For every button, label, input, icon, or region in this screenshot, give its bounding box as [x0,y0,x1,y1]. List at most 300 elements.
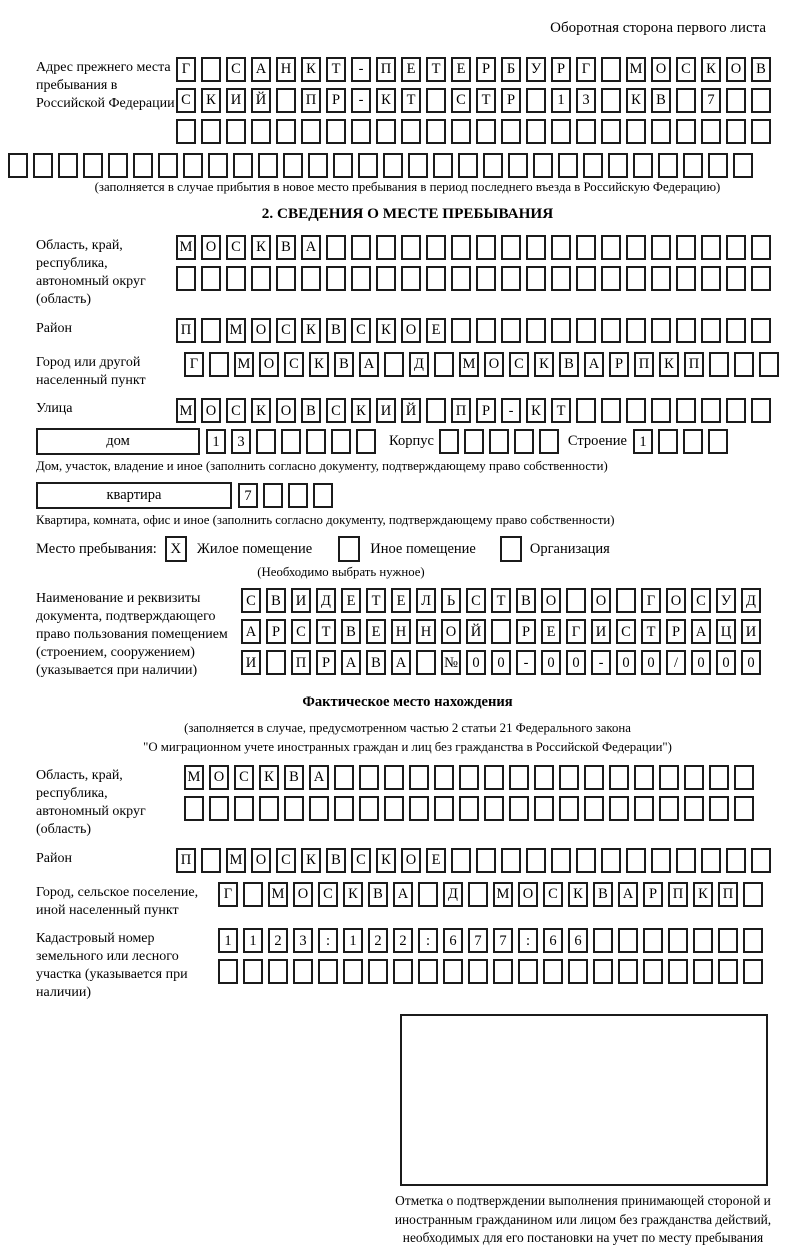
char-cell[interactable] [734,352,754,377]
char-cell[interactable] [593,959,613,984]
char-cell[interactable]: Т [641,619,661,644]
char-cell[interactable]: М [626,57,646,82]
char-cell[interactable]: 0 [491,650,511,675]
char-cell[interactable] [8,153,28,178]
char-cell[interactable]: 2 [393,928,413,953]
char-cell[interactable]: С [543,882,563,907]
char-cell[interactable] [651,848,671,873]
char-cell[interactable]: К [301,848,321,873]
char-cell[interactable] [451,848,471,873]
char-cell[interactable] [158,153,178,178]
char-cell[interactable]: О [201,398,221,423]
char-cell[interactable]: О [726,57,746,82]
char-cell[interactable] [133,153,153,178]
char-cell[interactable]: М [493,882,513,907]
char-cell[interactable] [668,928,688,953]
char-cell[interactable] [651,266,671,291]
char-cell[interactable] [509,796,529,821]
char-cell[interactable] [309,796,329,821]
char-cell[interactable] [726,88,746,113]
char-cell[interactable]: П [668,882,688,907]
char-cell[interactable]: С [241,588,261,613]
char-cell[interactable]: А [618,882,638,907]
char-cell[interactable]: И [241,650,261,675]
char-cell[interactable] [743,882,763,907]
char-cell[interactable]: О [251,848,271,873]
char-cell[interactable] [401,266,421,291]
char-cell[interactable] [558,153,578,178]
char-cell[interactable] [601,235,621,260]
char-cell[interactable] [358,153,378,178]
char-cell[interactable]: Г [218,882,238,907]
char-cell[interactable] [426,266,446,291]
char-cell[interactable]: Е [391,588,411,613]
char-cell[interactable]: О [201,235,221,260]
stay-type-checkbox-organization[interactable] [500,536,522,562]
char-cell[interactable] [251,119,271,144]
char-cell[interactable] [576,119,596,144]
char-cell[interactable] [183,153,203,178]
char-cell[interactable] [701,848,721,873]
char-cell[interactable] [701,398,721,423]
char-cell[interactable]: В [334,352,354,377]
char-cell[interactable]: В [301,398,321,423]
char-cell[interactable] [568,959,588,984]
char-cell[interactable] [609,765,629,790]
char-cell[interactable] [209,352,229,377]
char-cell[interactable] [451,235,471,260]
char-cell[interactable]: С [318,882,338,907]
char-cell[interactable] [659,796,679,821]
char-cell[interactable] [326,119,346,144]
char-cell[interactable]: Т [326,57,346,82]
char-cell[interactable] [683,153,703,178]
char-cell[interactable] [734,765,754,790]
char-cell[interactable] [476,119,496,144]
char-cell[interactable] [566,588,586,613]
char-cell[interactable]: Р [516,619,536,644]
char-cell[interactable]: Ь [441,588,461,613]
char-cell[interactable]: А [251,57,271,82]
char-cell[interactable] [533,153,553,178]
char-cell[interactable] [356,429,376,454]
char-cell[interactable] [526,848,546,873]
char-cell[interactable] [501,266,521,291]
char-cell[interactable] [618,959,638,984]
char-cell[interactable] [368,959,388,984]
char-cell[interactable]: 0 [616,650,636,675]
char-cell[interactable]: К [693,882,713,907]
char-cell[interactable]: О [591,588,611,613]
char-cell[interactable]: № [441,650,461,675]
char-cell[interactable] [476,318,496,343]
char-cell[interactable] [434,352,454,377]
char-cell[interactable] [468,959,488,984]
char-cell[interactable]: 7 [493,928,513,953]
char-cell[interactable] [376,235,396,260]
char-cell[interactable] [601,266,621,291]
char-cell[interactable]: Е [341,588,361,613]
char-cell[interactable]: К [301,57,321,82]
char-cell[interactable] [559,796,579,821]
char-cell[interactable]: 0 [641,650,661,675]
char-cell[interactable]: М [176,235,196,260]
char-cell[interactable]: С [451,88,471,113]
char-cell[interactable]: Й [466,619,486,644]
char-cell[interactable]: У [716,588,736,613]
char-cell[interactable]: В [366,650,386,675]
char-cell[interactable] [351,266,371,291]
char-cell[interactable] [668,959,688,984]
char-cell[interactable] [401,235,421,260]
char-cell[interactable]: С [616,619,636,644]
char-cell[interactable] [201,266,221,291]
char-cell[interactable]: А [309,765,329,790]
char-cell[interactable]: : [418,928,438,953]
char-cell[interactable] [543,959,563,984]
char-cell[interactable] [409,796,429,821]
char-cell[interactable]: 7 [701,88,721,113]
char-cell[interactable] [266,650,286,675]
char-cell[interactable]: Й [401,398,421,423]
char-cell[interactable]: К [626,88,646,113]
char-cell[interactable] [576,235,596,260]
char-cell[interactable] [509,765,529,790]
char-cell[interactable]: К [376,848,396,873]
char-cell[interactable]: С [351,318,371,343]
char-cell[interactable] [618,928,638,953]
char-cell[interactable] [326,235,346,260]
char-cell[interactable]: : [318,928,338,953]
char-cell[interactable]: В [326,848,346,873]
char-cell[interactable] [501,848,521,873]
char-cell[interactable] [468,882,488,907]
char-cell[interactable]: К [259,765,279,790]
char-cell[interactable] [384,796,404,821]
char-cell[interactable]: 0 [541,650,561,675]
char-cell[interactable]: В [651,88,671,113]
char-cell[interactable]: А [301,235,321,260]
char-cell[interactable] [759,352,779,377]
char-cell[interactable]: А [391,650,411,675]
char-cell[interactable]: О [441,619,461,644]
char-cell[interactable]: 1 [343,928,363,953]
char-cell[interactable]: К [251,398,271,423]
char-cell[interactable] [709,796,729,821]
char-cell[interactable]: И [741,619,761,644]
char-cell[interactable]: 6 [443,928,463,953]
char-cell[interactable]: О [293,882,313,907]
char-cell[interactable]: Р [266,619,286,644]
char-cell[interactable]: М [226,848,246,873]
char-cell[interactable] [301,266,321,291]
char-cell[interactable] [443,959,463,984]
char-cell[interactable] [201,318,221,343]
char-cell[interactable] [551,266,571,291]
char-cell[interactable] [539,429,559,454]
char-cell[interactable] [326,266,346,291]
char-cell[interactable] [276,119,296,144]
char-cell[interactable]: О [401,848,421,873]
char-cell[interactable] [426,88,446,113]
char-cell[interactable] [551,848,571,873]
char-cell[interactable] [308,153,328,178]
char-cell[interactable]: Е [366,619,386,644]
char-cell[interactable] [258,153,278,178]
char-cell[interactable]: А [341,650,361,675]
char-cell[interactable] [384,765,404,790]
char-cell[interactable] [751,318,771,343]
char-cell[interactable]: Р [501,88,521,113]
char-cell[interactable]: Р [316,650,336,675]
char-cell[interactable] [701,266,721,291]
char-cell[interactable] [718,928,738,953]
char-cell[interactable] [293,959,313,984]
char-cell[interactable]: - [501,398,521,423]
char-cell[interactable]: Н [276,57,296,82]
char-cell[interactable]: 3 [231,429,251,454]
char-cell[interactable] [464,429,484,454]
char-cell[interactable] [251,266,271,291]
char-cell[interactable] [643,928,663,953]
char-cell[interactable] [743,959,763,984]
char-cell[interactable]: / [666,650,686,675]
char-cell[interactable]: В [593,882,613,907]
char-cell[interactable] [259,796,279,821]
char-cell[interactable] [559,765,579,790]
char-cell[interactable]: Б [501,57,521,82]
char-cell[interactable] [108,153,128,178]
char-cell[interactable]: Г [576,57,596,82]
char-cell[interactable] [709,352,729,377]
char-cell[interactable] [751,88,771,113]
char-cell[interactable]: К [301,318,321,343]
char-cell[interactable] [576,848,596,873]
char-cell[interactable]: Й [251,88,271,113]
char-cell[interactable]: Д [409,352,429,377]
char-cell[interactable]: П [301,88,321,113]
char-cell[interactable] [616,588,636,613]
char-cell[interactable] [439,429,459,454]
char-cell[interactable]: Т [366,588,386,613]
char-cell[interactable] [658,153,678,178]
char-cell[interactable] [276,266,296,291]
char-cell[interactable] [551,235,571,260]
char-cell[interactable]: К [251,235,271,260]
char-cell[interactable] [376,119,396,144]
char-cell[interactable]: С [284,352,304,377]
char-cell[interactable] [459,796,479,821]
char-cell[interactable] [284,796,304,821]
char-cell[interactable] [693,928,713,953]
char-cell[interactable]: Д [316,588,336,613]
char-cell[interactable] [593,928,613,953]
char-cell[interactable] [726,398,746,423]
char-cell[interactable] [351,235,371,260]
char-cell[interactable] [601,88,621,113]
char-cell[interactable]: С [226,398,246,423]
char-cell[interactable] [334,796,354,821]
char-cell[interactable] [218,959,238,984]
char-cell[interactable] [626,119,646,144]
char-cell[interactable]: 1 [551,88,571,113]
char-cell[interactable] [526,318,546,343]
char-cell[interactable] [634,765,654,790]
char-cell[interactable]: Т [401,88,421,113]
char-cell[interactable]: Р [666,619,686,644]
char-cell[interactable] [288,483,308,508]
char-cell[interactable] [209,796,229,821]
char-cell[interactable] [514,429,534,454]
char-cell[interactable] [176,266,196,291]
char-cell[interactable] [33,153,53,178]
char-cell[interactable]: О [651,57,671,82]
char-cell[interactable]: И [226,88,246,113]
char-cell[interactable] [476,266,496,291]
char-cell[interactable]: О [259,352,279,377]
char-cell[interactable] [751,848,771,873]
char-cell[interactable] [651,318,671,343]
char-cell[interactable] [359,796,379,821]
char-cell[interactable] [401,119,421,144]
char-cell[interactable]: 1 [206,429,226,454]
char-cell[interactable] [601,848,621,873]
char-cell[interactable] [634,796,654,821]
char-cell[interactable] [676,398,696,423]
char-cell[interactable] [501,318,521,343]
char-cell[interactable] [418,882,438,907]
char-cell[interactable]: С [326,398,346,423]
char-cell[interactable]: 0 [741,650,761,675]
char-cell[interactable] [58,153,78,178]
char-cell[interactable] [733,153,753,178]
char-cell[interactable] [734,796,754,821]
char-cell[interactable] [676,235,696,260]
char-cell[interactable]: И [591,619,611,644]
char-cell[interactable] [334,765,354,790]
char-cell[interactable]: Т [476,88,496,113]
char-cell[interactable] [416,650,436,675]
char-cell[interactable]: С [226,57,246,82]
char-cell[interactable] [683,429,703,454]
char-cell[interactable]: 6 [568,928,588,953]
char-cell[interactable] [426,398,446,423]
char-cell[interactable] [609,796,629,821]
char-cell[interactable]: - [591,650,611,675]
char-cell[interactable]: 0 [466,650,486,675]
char-cell[interactable]: А [584,352,604,377]
char-cell[interactable]: В [276,235,296,260]
char-cell[interactable]: Д [741,588,761,613]
char-cell[interactable] [551,119,571,144]
char-cell[interactable] [751,398,771,423]
char-cell[interactable] [726,266,746,291]
char-cell[interactable]: 2 [268,928,288,953]
char-cell[interactable] [643,959,663,984]
char-cell[interactable]: В [341,619,361,644]
char-cell[interactable] [676,848,696,873]
char-cell[interactable]: К [376,88,396,113]
char-cell[interactable] [359,765,379,790]
char-cell[interactable] [376,266,396,291]
char-cell[interactable]: Р [476,398,496,423]
char-cell[interactable]: Е [426,318,446,343]
char-cell[interactable]: 0 [716,650,736,675]
char-cell[interactable] [226,266,246,291]
char-cell[interactable]: Л [416,588,436,613]
char-cell[interactable]: 1 [633,429,653,454]
char-cell[interactable]: Е [426,848,446,873]
char-cell[interactable] [751,119,771,144]
char-cell[interactable]: С [176,88,196,113]
char-cell[interactable] [393,959,413,984]
char-cell[interactable]: П [684,352,704,377]
char-cell[interactable]: П [291,650,311,675]
char-cell[interactable]: А [691,619,711,644]
char-cell[interactable] [243,959,263,984]
char-cell[interactable]: К [201,88,221,113]
char-cell[interactable] [526,266,546,291]
char-cell[interactable] [708,153,728,178]
char-cell[interactable]: К [534,352,554,377]
char-cell[interactable]: К [701,57,721,82]
char-cell[interactable] [726,318,746,343]
char-cell[interactable] [508,153,528,178]
char-cell[interactable] [751,235,771,260]
char-cell[interactable]: О [484,352,504,377]
char-cell[interactable] [626,848,646,873]
char-cell[interactable] [633,153,653,178]
char-cell[interactable] [384,352,404,377]
char-cell[interactable]: С [691,588,711,613]
char-cell[interactable] [584,796,604,821]
char-cell[interactable]: 1 [218,928,238,953]
char-cell[interactable] [726,119,746,144]
char-cell[interactable]: П [176,848,196,873]
char-cell[interactable] [434,796,454,821]
char-cell[interactable] [709,765,729,790]
char-cell[interactable]: Е [541,619,561,644]
char-cell[interactable] [433,153,453,178]
char-cell[interactable]: Т [551,398,571,423]
char-cell[interactable]: К [568,882,588,907]
char-cell[interactable] [584,765,604,790]
char-cell[interactable]: 3 [293,928,313,953]
char-cell[interactable]: К [343,882,363,907]
char-cell[interactable] [383,153,403,178]
char-cell[interactable] [626,318,646,343]
char-cell[interactable]: - [351,57,371,82]
char-cell[interactable] [343,959,363,984]
char-cell[interactable] [483,153,503,178]
char-cell[interactable] [459,765,479,790]
char-cell[interactable] [701,318,721,343]
char-cell[interactable]: В [284,765,304,790]
char-cell[interactable]: Г [566,619,586,644]
char-cell[interactable] [351,119,371,144]
char-cell[interactable] [256,429,276,454]
char-cell[interactable] [426,235,446,260]
stay-type-checkbox-residential[interactable]: X [165,536,187,562]
char-cell[interactable]: 6 [543,928,563,953]
char-cell[interactable] [263,483,283,508]
char-cell[interactable]: А [359,352,379,377]
char-cell[interactable]: К [309,352,329,377]
char-cell[interactable] [243,882,263,907]
char-cell[interactable] [306,429,326,454]
char-cell[interactable]: П [634,352,654,377]
char-cell[interactable]: П [176,318,196,343]
